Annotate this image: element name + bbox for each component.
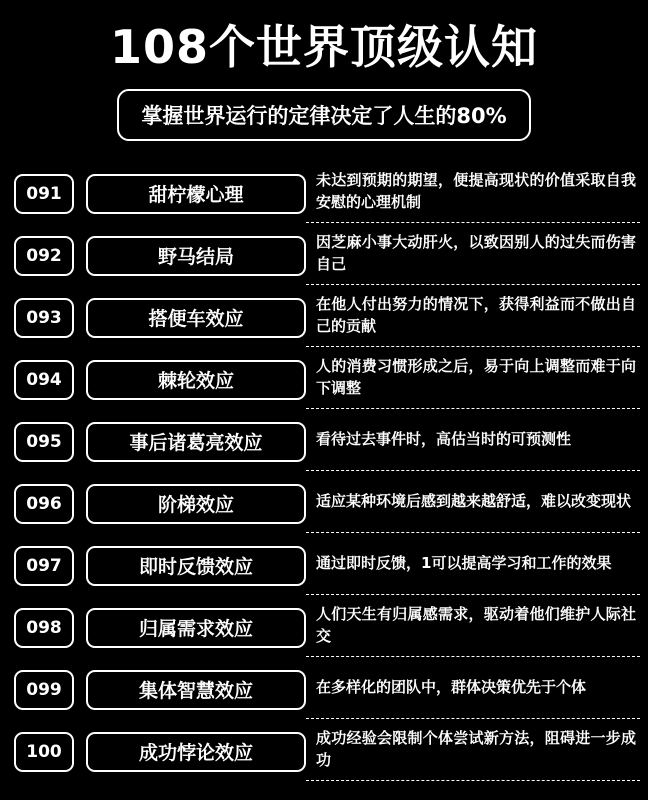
entry-right (306, 535, 640, 595)
entry-left (14, 659, 306, 721)
entry-term: 阶梯效应 (86, 484, 306, 524)
entry-number: 091 (14, 174, 74, 214)
entry-number: 096 (14, 484, 74, 524)
page-subtitle: 掌握世界运行的定律决定了人生的80% (117, 89, 530, 141)
entry-term: 野马结局 (86, 236, 306, 276)
list-item (14, 659, 640, 721)
entry-number: 097 (14, 546, 74, 586)
entry-right (306, 225, 640, 285)
entry-description: 通过即时反馈，1可以提高学习和工作的效果 (316, 554, 612, 573)
entry-term: 归属需求效应 (86, 608, 306, 648)
entry-number: 095 (14, 422, 74, 462)
list-item (14, 225, 640, 287)
entry-left (14, 473, 306, 535)
entry-left (14, 721, 306, 783)
entry-list (0, 163, 648, 783)
entry-right (306, 287, 640, 347)
entry-number: 098 (14, 608, 74, 648)
entry-description: 成功经验会限制个体尝试新方法，阻碍进一步成功 (316, 729, 636, 770)
entry-left (14, 163, 306, 225)
entry-right (306, 721, 640, 781)
entry-term: 成功悖论效应 (86, 732, 306, 772)
entry-right (306, 163, 640, 223)
entry-term: 搭便车效应 (86, 298, 306, 338)
subtitle-container (0, 89, 648, 141)
entry-left (14, 535, 306, 597)
entry-description: 看待过去事件时，高估当时的可预测性 (316, 430, 572, 449)
page-title: 108个世界顶级认知 (109, 20, 539, 74)
entry-number: 092 (14, 236, 74, 276)
entry-right (306, 597, 640, 657)
list-item (14, 411, 640, 473)
entry-left (14, 411, 306, 473)
list-item (14, 163, 640, 225)
entry-number: 100 (14, 732, 74, 772)
entry-number: 094 (14, 360, 74, 400)
list-item (14, 597, 640, 659)
list-item (14, 349, 640, 411)
entry-term: 棘轮效应 (86, 360, 306, 400)
entry-left (14, 287, 306, 349)
entry-term: 甜柠檬心理 (86, 174, 306, 214)
entry-term: 事后诸葛亮效应 (86, 422, 306, 462)
entry-term: 即时反馈效应 (86, 546, 306, 586)
entry-right (306, 473, 640, 533)
entry-left (14, 597, 306, 659)
entry-term: 集体智慧效应 (86, 670, 306, 710)
list-item (14, 473, 640, 535)
entry-description: 人们天生有归属感需求，驱动着他们维护人际社交 (316, 605, 636, 646)
entry-description: 因芝麻小事大动肝火，以致因别人的过失而伤害自己 (316, 233, 636, 274)
entry-description: 在他人付出努力的情况下，获得利益而不做出自己的贡献 (316, 295, 636, 336)
list-item (14, 535, 640, 597)
entry-number: 099 (14, 670, 74, 710)
entry-description: 在多样化的团队中，群体决策优先于个体 (316, 678, 587, 697)
entry-left (14, 349, 306, 411)
entry-description: 人的消费习惯形成之后，易于向上调整而难于向下调整 (316, 357, 636, 398)
entry-left (14, 225, 306, 287)
entry-number: 093 (14, 298, 74, 338)
list-item (14, 721, 640, 783)
entry-right (306, 411, 640, 471)
entry-description: 适应某种环境后感到越来越舒适，难以改变现状 (316, 492, 632, 511)
list-item (14, 287, 640, 349)
entry-right (306, 659, 640, 719)
entry-description: 未达到预期的期望，便提高现状的价值采取自我安慰的心理机制 (316, 171, 636, 212)
entry-right (306, 349, 640, 409)
